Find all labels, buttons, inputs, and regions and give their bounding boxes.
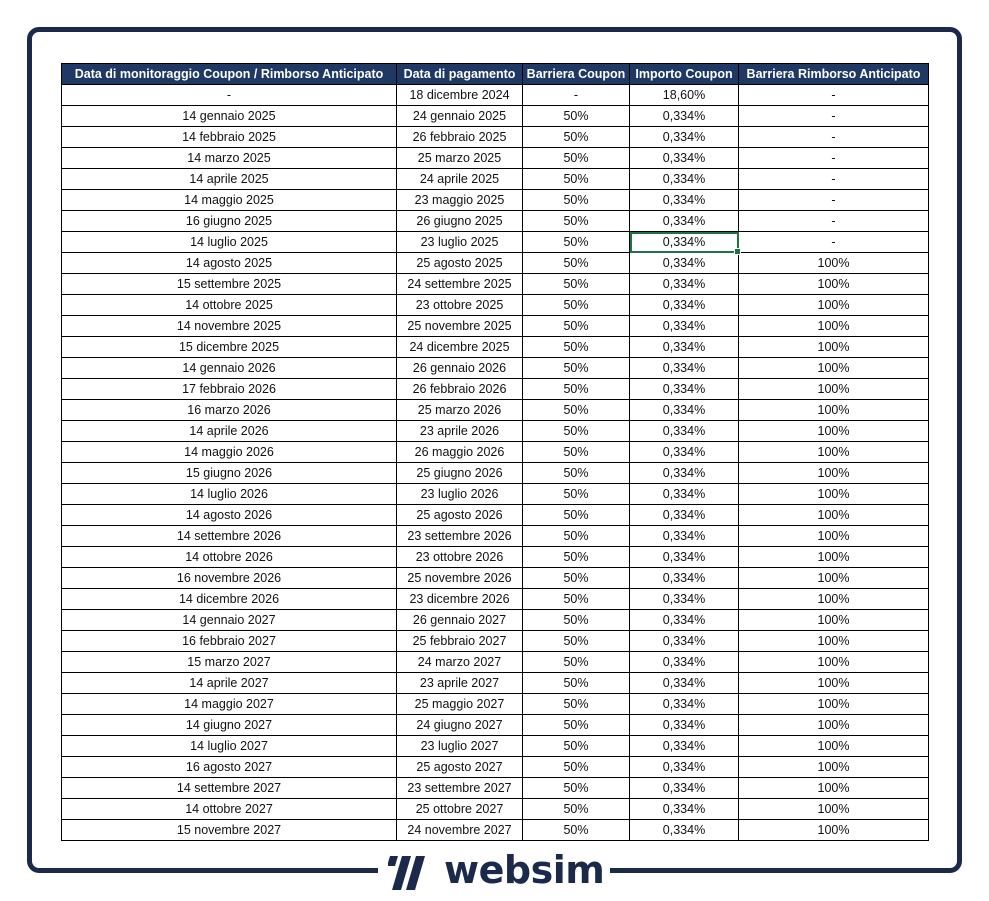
payment-date-cell[interactable]: 26 maggio 2026: [397, 442, 523, 463]
table-row: [62, 610, 929, 631]
coupon-amount-cell[interactable]: 0,334%: [630, 610, 739, 631]
payment-date-cell[interactable]: 24 dicembre 2025: [397, 337, 523, 358]
table-row: [62, 820, 929, 841]
payment-date-cell[interactable]: 23 luglio 2026: [397, 484, 523, 505]
coupon-amount-cell[interactable]: 0,334%: [630, 253, 739, 274]
early-redemption-barrier-cell[interactable]: 100%: [739, 421, 929, 442]
header-coupon-barrier: Barriera Coupon: [523, 64, 630, 85]
coupon-amount-cell[interactable]: 0,334%: [630, 631, 739, 652]
monitoring-date-cell[interactable]: 14 ottobre 2027: [62, 799, 397, 820]
early-redemption-barrier-cell[interactable]: -: [739, 211, 929, 232]
payment-date-cell[interactable]: 23 ottobre 2025: [397, 295, 523, 316]
early-redemption-barrier-cell[interactable]: -: [739, 169, 929, 190]
monitoring-date-cell[interactable]: 15 settembre 2025: [62, 274, 397, 295]
coupon-amount-cell[interactable]: 0,334%: [630, 526, 739, 547]
coupon-barrier-cell[interactable]: 50%: [523, 757, 630, 778]
early-redemption-barrier-cell[interactable]: -: [739, 106, 929, 127]
monitoring-date-cell[interactable]: 14 novembre 2025: [62, 316, 397, 337]
fill-handle[interactable]: [734, 248, 741, 255]
coupon-amount-cell[interactable]: 0,334%: [630, 400, 739, 421]
payment-date-cell[interactable]: 24 settembre 2025: [397, 274, 523, 295]
table-row: [62, 421, 929, 442]
coupon-barrier-cell[interactable]: 50%: [523, 400, 630, 421]
coupon-barrier-cell[interactable]: 50%: [523, 295, 630, 316]
monitoring-date-cell[interactable]: 14 febbraio 2025: [62, 127, 397, 148]
early-redemption-barrier-cell[interactable]: 100%: [739, 505, 929, 526]
coupon-amount-cell[interactable]: 0,334%: [630, 442, 739, 463]
coupon-amount-cell[interactable]: 0,334%: [630, 295, 739, 316]
table-row: [62, 442, 929, 463]
payment-date-cell[interactable]: 24 marzo 2027: [397, 652, 523, 673]
coupon-amount-cell[interactable]: 0,334%: [630, 316, 739, 337]
coupon-barrier-cell[interactable]: 50%: [523, 316, 630, 337]
payment-date-cell[interactable]: 25 novembre 2025: [397, 316, 523, 337]
coupon-barrier-cell[interactable]: 50%: [523, 442, 630, 463]
coupon-barrier-cell[interactable]: 50%: [523, 253, 630, 274]
monitoring-date-cell[interactable]: -: [62, 85, 397, 106]
coupon-amount-cell[interactable]: 0,334%: [630, 820, 739, 841]
monitoring-date-cell[interactable]: 14 agosto 2025: [62, 253, 397, 274]
coupon-amount-cell[interactable]: 0,334%: [630, 778, 739, 799]
early-redemption-barrier-cell[interactable]: 100%: [739, 484, 929, 505]
monitoring-date-cell[interactable]: 14 settembre 2027: [62, 778, 397, 799]
early-redemption-barrier-cell[interactable]: 100%: [739, 568, 929, 589]
payment-date-cell[interactable]: 18 dicembre 2024: [397, 85, 523, 106]
coupon-barrier-cell[interactable]: 50%: [523, 379, 630, 400]
monitoring-date-cell[interactable]: 14 marzo 2025: [62, 148, 397, 169]
monitoring-date-cell[interactable]: 14 ottobre 2025: [62, 295, 397, 316]
payment-date-cell[interactable]: 24 aprile 2025: [397, 169, 523, 190]
payment-date-cell[interactable]: 25 marzo 2025: [397, 148, 523, 169]
early-redemption-barrier-cell[interactable]: 100%: [739, 820, 929, 841]
payment-date-cell[interactable]: 26 febbraio 2025: [397, 127, 523, 148]
payment-date-cell[interactable]: 26 gennaio 2027: [397, 610, 523, 631]
early-redemption-barrier-cell[interactable]: 100%: [739, 757, 929, 778]
coupon-amount-cell[interactable]: 0,334%: [630, 715, 739, 736]
payment-date-cell[interactable]: 23 aprile 2027: [397, 673, 523, 694]
payment-date-cell[interactable]: 26 giugno 2025: [397, 211, 523, 232]
monitoring-date-cell[interactable]: 16 agosto 2027: [62, 757, 397, 778]
payment-date-cell[interactable]: 25 maggio 2027: [397, 694, 523, 715]
header-coupon-amount: Importo Coupon: [630, 64, 739, 85]
selected-cell[interactable]: 0,334%: [630, 232, 739, 253]
early-redemption-barrier-cell[interactable]: 100%: [739, 799, 929, 820]
payment-date-cell[interactable]: 23 settembre 2026: [397, 526, 523, 547]
coupon-barrier-cell[interactable]: 50%: [523, 232, 630, 253]
coupon-amount-cell[interactable]: 0,334%: [630, 799, 739, 820]
table-row: [62, 505, 929, 526]
coupon-barrier-cell[interactable]: 50%: [523, 631, 630, 652]
coupon-barrier-cell[interactable]: 50%: [523, 799, 630, 820]
table-row: [62, 211, 929, 232]
early-redemption-barrier-cell[interactable]: 100%: [739, 400, 929, 421]
early-redemption-barrier-cell[interactable]: 100%: [739, 736, 929, 757]
monitoring-date-cell[interactable]: 14 maggio 2025: [62, 190, 397, 211]
coupon-amount-cell[interactable]: 0,334%: [630, 148, 739, 169]
table-row: [62, 232, 929, 253]
monitoring-date-cell[interactable]: 15 giugno 2026: [62, 463, 397, 484]
monitoring-date-cell[interactable]: 14 gennaio 2026: [62, 358, 397, 379]
coupon-amount-cell[interactable]: 0,334%: [630, 757, 739, 778]
monitoring-date-cell[interactable]: 15 dicembre 2025: [62, 337, 397, 358]
table-row: [62, 106, 929, 127]
table-row: [62, 274, 929, 295]
early-redemption-barrier-cell[interactable]: 100%: [739, 778, 929, 799]
table-row: [62, 652, 929, 673]
early-redemption-barrier-cell[interactable]: 100%: [739, 337, 929, 358]
table-row: [62, 484, 929, 505]
coupon-barrier-cell[interactable]: 50%: [523, 547, 630, 568]
coupon-barrier-cell[interactable]: 50%: [523, 652, 630, 673]
coupon-amount-cell[interactable]: 0,334%: [630, 211, 739, 232]
monitoring-date-cell[interactable]: 14 aprile 2026: [62, 421, 397, 442]
monitoring-date-cell[interactable]: 14 dicembre 2026: [62, 589, 397, 610]
coupon-amount-cell[interactable]: 0,334%: [630, 463, 739, 484]
footer-logo-band: [0, 850, 989, 895]
early-redemption-barrier-cell[interactable]: 100%: [739, 715, 929, 736]
table-row: [62, 379, 929, 400]
payment-date-cell[interactable]: 23 ottobre 2026: [397, 547, 523, 568]
monitoring-date-cell[interactable]: 16 giugno 2025: [62, 211, 397, 232]
early-redemption-barrier-cell[interactable]: 100%: [739, 631, 929, 652]
early-redemption-barrier-cell[interactable]: 100%: [739, 610, 929, 631]
coupon-barrier-cell[interactable]: 50%: [523, 211, 630, 232]
payment-date-cell[interactable]: 25 giugno 2026: [397, 463, 523, 484]
monitoring-date-cell[interactable]: 14 gennaio 2027: [62, 610, 397, 631]
table-row: [62, 253, 929, 274]
monitoring-date-cell[interactable]: 15 marzo 2027: [62, 652, 397, 673]
coupon-amount-cell[interactable]: 0,334%: [630, 673, 739, 694]
coupon-amount-cell[interactable]: 0,334%: [630, 694, 739, 715]
early-redemption-barrier-cell[interactable]: 100%: [739, 652, 929, 673]
coupon-amount-cell[interactable]: 0,334%: [630, 421, 739, 442]
table-row: [62, 568, 929, 589]
payment-date-cell[interactable]: 23 luglio 2027: [397, 736, 523, 757]
table-container: [61, 63, 928, 841]
early-redemption-barrier-cell[interactable]: 100%: [739, 442, 929, 463]
coupon-barrier-cell[interactable]: 50%: [523, 106, 630, 127]
coupon-amount-cell[interactable]: 0,334%: [630, 274, 739, 295]
table-row: [62, 736, 929, 757]
table-body: [62, 85, 929, 841]
early-redemption-barrier-cell[interactable]: 100%: [739, 526, 929, 547]
coupon-barrier-cell[interactable]: 50%: [523, 736, 630, 757]
monitoring-date-cell[interactable]: 14 luglio 2025: [62, 232, 397, 253]
payment-date-cell[interactable]: 23 luglio 2025: [397, 232, 523, 253]
coupon-amount-cell[interactable]: 0,334%: [630, 652, 739, 673]
coupon-barrier-cell[interactable]: 50%: [523, 190, 630, 211]
coupon-amount-cell[interactable]: 0,334%: [630, 106, 739, 127]
monitoring-date-cell[interactable]: 14 aprile 2025: [62, 169, 397, 190]
early-redemption-barrier-cell[interactable]: 100%: [739, 673, 929, 694]
monitoring-date-cell[interactable]: 14 maggio 2027: [62, 694, 397, 715]
monitoring-date-cell[interactable]: 14 luglio 2027: [62, 736, 397, 757]
coupon-schedule-table: [61, 63, 929, 841]
table-row: [62, 589, 929, 610]
coupon-barrier-cell[interactable]: 50%: [523, 127, 630, 148]
monitoring-date-cell[interactable]: 16 marzo 2026: [62, 400, 397, 421]
table-row: [62, 337, 929, 358]
payment-date-cell[interactable]: 26 gennaio 2026: [397, 358, 523, 379]
early-redemption-barrier-cell[interactable]: -: [739, 148, 929, 169]
coupon-barrier-cell[interactable]: 50%: [523, 589, 630, 610]
payment-date-cell[interactable]: 24 gennaio 2025: [397, 106, 523, 127]
table-row: [62, 547, 929, 568]
monitoring-date-cell[interactable]: 16 febbraio 2027: [62, 631, 397, 652]
early-redemption-barrier-cell[interactable]: 100%: [739, 253, 929, 274]
payment-date-cell[interactable]: 25 agosto 2026: [397, 505, 523, 526]
coupon-amount-cell[interactable]: 0,334%: [630, 505, 739, 526]
coupon-amount-cell[interactable]: 0,334%: [630, 358, 739, 379]
coupon-barrier-cell[interactable]: 50%: [523, 505, 630, 526]
coupon-barrier-cell[interactable]: 50%: [523, 820, 630, 841]
payment-date-cell[interactable]: 25 ottobre 2027: [397, 799, 523, 820]
coupon-barrier-cell[interactable]: 50%: [523, 526, 630, 547]
table-row: [62, 358, 929, 379]
monitoring-date-cell[interactable]: 16 novembre 2026: [62, 568, 397, 589]
websim-logo-icon: [388, 852, 436, 892]
table-row: [62, 169, 929, 190]
coupon-amount-cell[interactable]: 0,334%: [630, 736, 739, 757]
early-redemption-barrier-cell[interactable]: 100%: [739, 589, 929, 610]
table-row: [62, 85, 929, 106]
monitoring-date-cell[interactable]: 14 agosto 2026: [62, 505, 397, 526]
payment-date-cell[interactable]: 25 novembre 2026: [397, 568, 523, 589]
coupon-barrier-cell[interactable]: 50%: [523, 148, 630, 169]
coupon-barrier-cell[interactable]: 50%: [523, 568, 630, 589]
early-redemption-barrier-cell[interactable]: 100%: [739, 694, 929, 715]
early-redemption-barrier-cell[interactable]: 100%: [739, 547, 929, 568]
monitoring-date-cell[interactable]: 14 luglio 2026: [62, 484, 397, 505]
table-row: [62, 463, 929, 484]
coupon-barrier-cell[interactable]: 50%: [523, 421, 630, 442]
monitoring-date-cell[interactable]: 14 maggio 2026: [62, 442, 397, 463]
payment-date-cell[interactable]: 23 settembre 2027: [397, 778, 523, 799]
coupon-amount-cell[interactable]: 0,334%: [630, 379, 739, 400]
coupon-barrier-cell[interactable]: 50%: [523, 610, 630, 631]
coupon-amount-cell[interactable]: 18,60%: [630, 85, 739, 106]
table-row: [62, 190, 929, 211]
table-row: [62, 694, 929, 715]
early-redemption-barrier-cell[interactable]: 100%: [739, 358, 929, 379]
payment-date-cell[interactable]: 25 marzo 2026: [397, 400, 523, 421]
payment-date-cell[interactable]: 25 agosto 2025: [397, 253, 523, 274]
table-row: [62, 715, 929, 736]
early-redemption-barrier-cell[interactable]: 100%: [739, 295, 929, 316]
table-row: [62, 757, 929, 778]
coupon-barrier-cell[interactable]: 50%: [523, 358, 630, 379]
table-row: [62, 526, 929, 547]
payment-date-cell[interactable]: 25 febbraio 2027: [397, 631, 523, 652]
coupon-amount-cell[interactable]: 0,334%: [630, 589, 739, 610]
monitoring-date-cell[interactable]: 14 ottobre 2026: [62, 547, 397, 568]
coupon-barrier-cell[interactable]: 50%: [523, 484, 630, 505]
coupon-barrier-cell[interactable]: -: [523, 85, 630, 106]
coupon-barrier-cell[interactable]: 50%: [523, 463, 630, 484]
monitoring-date-cell[interactable]: 14 gennaio 2025: [62, 106, 397, 127]
table-row: [62, 127, 929, 148]
early-redemption-barrier-cell[interactable]: 100%: [739, 463, 929, 484]
table-row: [62, 148, 929, 169]
payment-date-cell[interactable]: 26 febbraio 2026: [397, 379, 523, 400]
header-monitoring-date: Data di monitoraggio Coupon / Rimborso Anticipato: [62, 64, 397, 85]
early-redemption-barrier-cell[interactable]: -: [739, 190, 929, 211]
coupon-amount-cell[interactable]: 0,334%: [630, 547, 739, 568]
header-early-redemption-barrier: Barriera Rimborso Anticipato: [739, 64, 929, 85]
payment-date-cell[interactable]: 24 novembre 2027: [397, 820, 523, 841]
coupon-amount-cell[interactable]: 0,334%: [630, 127, 739, 148]
table-row: [62, 778, 929, 799]
table-row: [62, 673, 929, 694]
coupon-barrier-cell[interactable]: 50%: [523, 694, 630, 715]
early-redemption-barrier-cell[interactable]: -: [739, 127, 929, 148]
coupon-amount-cell[interactable]: 0,334%: [630, 169, 739, 190]
early-redemption-barrier-cell[interactable]: -: [739, 85, 929, 106]
table-row: [62, 799, 929, 820]
coupon-amount-cell[interactable]: 0,334%: [630, 568, 739, 589]
payment-date-cell[interactable]: 24 giugno 2027: [397, 715, 523, 736]
coupon-amount-cell[interactable]: 0,334%: [630, 190, 739, 211]
table-row: [62, 295, 929, 316]
table-header-row: [62, 64, 929, 85]
coupon-amount-cell[interactable]: 0,334%: [630, 484, 739, 505]
early-redemption-barrier-cell[interactable]: 100%: [739, 274, 929, 295]
monitoring-date-cell[interactable]: 14 giugno 2027: [62, 715, 397, 736]
coupon-barrier-cell[interactable]: 50%: [523, 673, 630, 694]
table-row: [62, 316, 929, 337]
early-redemption-barrier-cell[interactable]: 100%: [739, 316, 929, 337]
coupon-barrier-cell[interactable]: 50%: [523, 337, 630, 358]
table-row: [62, 400, 929, 421]
payment-date-cell[interactable]: 23 aprile 2026: [397, 421, 523, 442]
early-redemption-barrier-cell[interactable]: -: [739, 232, 929, 253]
monitoring-date-cell[interactable]: 15 novembre 2027: [62, 820, 397, 841]
payment-date-cell[interactable]: 23 dicembre 2026: [397, 589, 523, 610]
websim-logo-text: websim: [444, 848, 605, 892]
coupon-amount-cell[interactable]: 0,334%: [630, 337, 739, 358]
payment-date-cell[interactable]: 23 maggio 2025: [397, 190, 523, 211]
monitoring-date-cell[interactable]: 14 aprile 2027: [62, 673, 397, 694]
coupon-barrier-cell[interactable]: 50%: [523, 274, 630, 295]
coupon-barrier-cell[interactable]: 50%: [523, 778, 630, 799]
monitoring-date-cell[interactable]: 14 settembre 2026: [62, 526, 397, 547]
coupon-barrier-cell[interactable]: 50%: [523, 715, 630, 736]
early-redemption-barrier-cell[interactable]: 100%: [739, 379, 929, 400]
header-payment-date: Data di pagamento: [397, 64, 523, 85]
monitoring-date-cell[interactable]: 17 febbraio 2026: [62, 379, 397, 400]
payment-date-cell[interactable]: 25 agosto 2027: [397, 757, 523, 778]
coupon-barrier-cell[interactable]: 50%: [523, 169, 630, 190]
table-row: [62, 631, 929, 652]
